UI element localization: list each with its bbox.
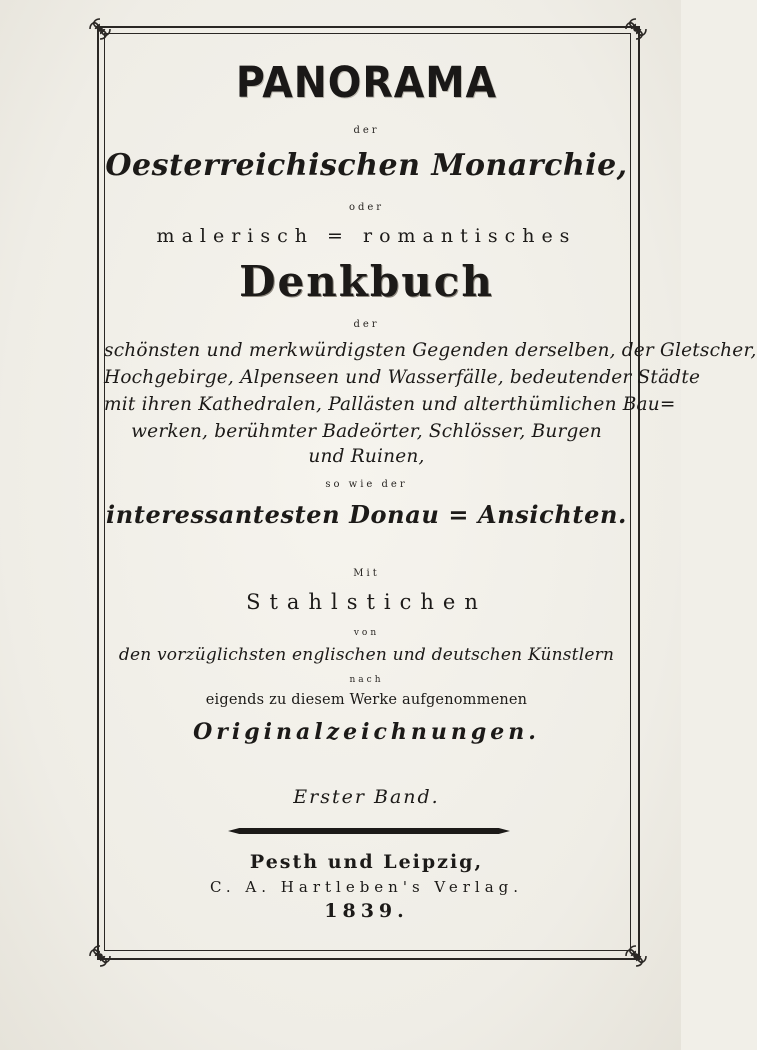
monarchy-heading: Oesterreichischen Monarchie,: [105, 148, 628, 183]
publication-year: 1839.: [324, 900, 409, 922]
corner-ornament-icon: [623, 16, 649, 42]
corner-ornament-icon: [87, 16, 113, 42]
corner-ornament-icon: [623, 943, 649, 969]
volume-label: Erster Band.: [293, 786, 440, 808]
connector-von: von: [353, 628, 380, 638]
description-line: werken, berühmter Badeörter, Schlösser, Burgen: [131, 421, 602, 442]
connector-mit: Mit: [353, 568, 380, 579]
description-line: mit ihren Kathedralen, Pallästen und alterthümlichen Bau=: [104, 394, 676, 415]
imprint-city: Pesth und Leipzig,: [249, 851, 484, 873]
subtitle-romantic: malerisch = romantisches: [156, 225, 577, 247]
originals-heading: Originalzeichnungen.: [193, 719, 540, 745]
divider-rule: [228, 828, 510, 834]
main-title: PANORAMA: [235, 58, 498, 108]
stahlstichen-heading: Stahlstichen: [246, 590, 487, 614]
danube-heading: interessantesten Donau = Ansichten.: [106, 500, 627, 529]
description-line: Hochgebirge, Alpenseen und Wasserfälle, bedeutender Städte: [104, 367, 701, 388]
connector-so-wie-der: so wie der: [325, 479, 408, 490]
connector-der: der: [353, 125, 380, 136]
connector-oder: oder: [348, 202, 385, 213]
artists-line: den vorzüglichsten englischen und deutschen Künstlern: [118, 645, 615, 665]
denkbuch-heading: Denkbuch: [239, 257, 494, 306]
publisher-line: C. A. Hartleben's Verlag.: [209, 878, 524, 896]
connector-der-2: der: [353, 319, 380, 330]
connector-nach: nach: [349, 675, 384, 685]
description-line: und Ruinen,: [308, 446, 425, 467]
description-line: schönsten und merkwürdigsten Gegenden derselben, der Gletscher,: [104, 340, 757, 361]
corner-ornament-icon: [87, 943, 113, 969]
eigends-line: eigends zu diesem Werke aufgenommenen: [205, 692, 528, 708]
